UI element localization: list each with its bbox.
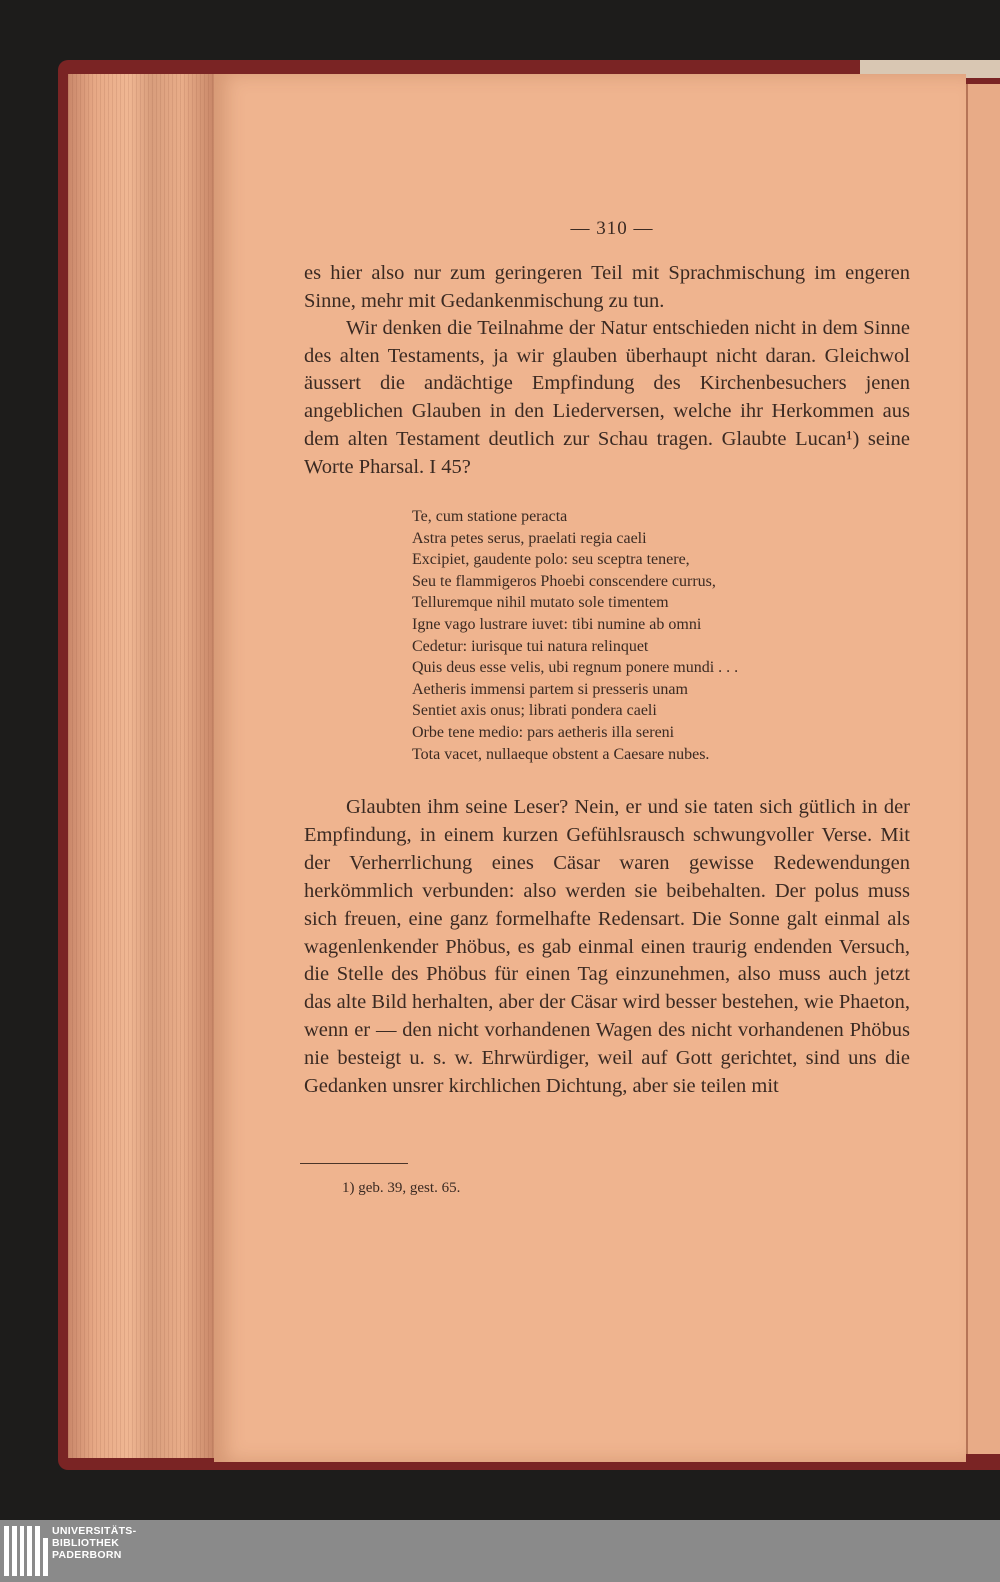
- verse-line: Sentiet axis onus; librati pondera caeli: [412, 702, 657, 720]
- paragraph-3: Glaubten ihm seine Leser? Nein, er und sie taten sich gütlich in der Empfindung, in einem kurzen Gefühlsrausch schwungvoller Verse. Mit der Verherrlichung eines Cäsar waren gewisse Redewendungen herkömmlich verbunden: also werden sie beibehalten. Der polus muss sich freuen, eine ganz formelhafte Redensart. Die Sonne galt einmal als wagenlenkender Phöbus, es gab einmal einen traurig endenden Versuch, die Stelle des Phöbus für einen Tag einzunehmen, also muss auch jetzt das alte Bild herhalten, aber der Cäsar wird besser bestehen, wie Phaeton, wenn er — den nicht vorhandenen Wagen des nicht vorhandenen Phöbus nie besteigt u. s. w. Ehrwürdiger, weil auf Gott gerichtet, sind uns die Gedanken unsrer kirchlichen Dichtung, aber sie teilen mit: [304, 796, 910, 1098]
- verse-line: Te, cum statione peracta: [412, 508, 568, 525]
- footnote-divider: [300, 1163, 408, 1164]
- logo-line-2: BIBLIOTHEK: [52, 1537, 120, 1549]
- verse-line: Excipiet, gaudente polo: seu sceptra tenere,: [412, 551, 690, 569]
- paragraph-1: es hier also nur zum geringeren Teil mit Sprachmischung im engeren Sinne, mehr mit Gedankenmischung zu tun.: [304, 262, 910, 312]
- facing-page-edge: [966, 84, 1000, 1454]
- page-number: — 310 —: [570, 218, 654, 239]
- verse-line: Telluremque nihil mutato sole timentem: [412, 594, 669, 612]
- verse-line: Igne vago lustrare iuvet: tibi numine ab omni: [412, 615, 702, 633]
- verse-line: Aetheris immensi partem si presseris unam: [412, 680, 688, 698]
- verse-line: Quis deus esse velis, ubi regnum ponere mundi . . .: [412, 659, 739, 677]
- logo-line-3: PADERBORN: [52, 1549, 122, 1561]
- latin-verse-block: [412, 506, 872, 765]
- footer-bar: [0, 1520, 1000, 1582]
- verse-line: Astra petes serus, praelati regia caeli: [412, 529, 647, 547]
- verse-line: Cedetur: iurisque tui natura relinquet: [412, 637, 649, 655]
- paragraph-2: Wir denken die Teilnahme der Natur entschieden nicht in dem Sinne des alten Testaments, ja wir glauben überhaupt nicht daran. Gleichwol äussert die andächtige Empfindung des Kirchenbesuchers jenen angeblichen Glauben in den Liederversen, welche ihr Herkommen aus dem alten Testament deutlich zur Schau tragen. Glaubte Lucan¹) seine Worte Pharsal. I 45?: [304, 317, 910, 478]
- page-edges: [68, 74, 220, 1458]
- logo-line-1: UNIVERSITÄTS-: [52, 1525, 137, 1537]
- library-logo-icon: [4, 1524, 48, 1576]
- verse-line: Orbe tene medio: pars aetheris illa sereni: [412, 723, 675, 741]
- library-logo-text: [52, 1525, 136, 1561]
- verse-line: Tota vacet, nullaeque obstent a Caesare nubes.: [412, 745, 710, 763]
- footnote: 1) geb. 39, gest. 65.: [342, 1180, 461, 1196]
- verse-line: Seu te flammigeros Phoebi conscendere currus,: [412, 572, 716, 590]
